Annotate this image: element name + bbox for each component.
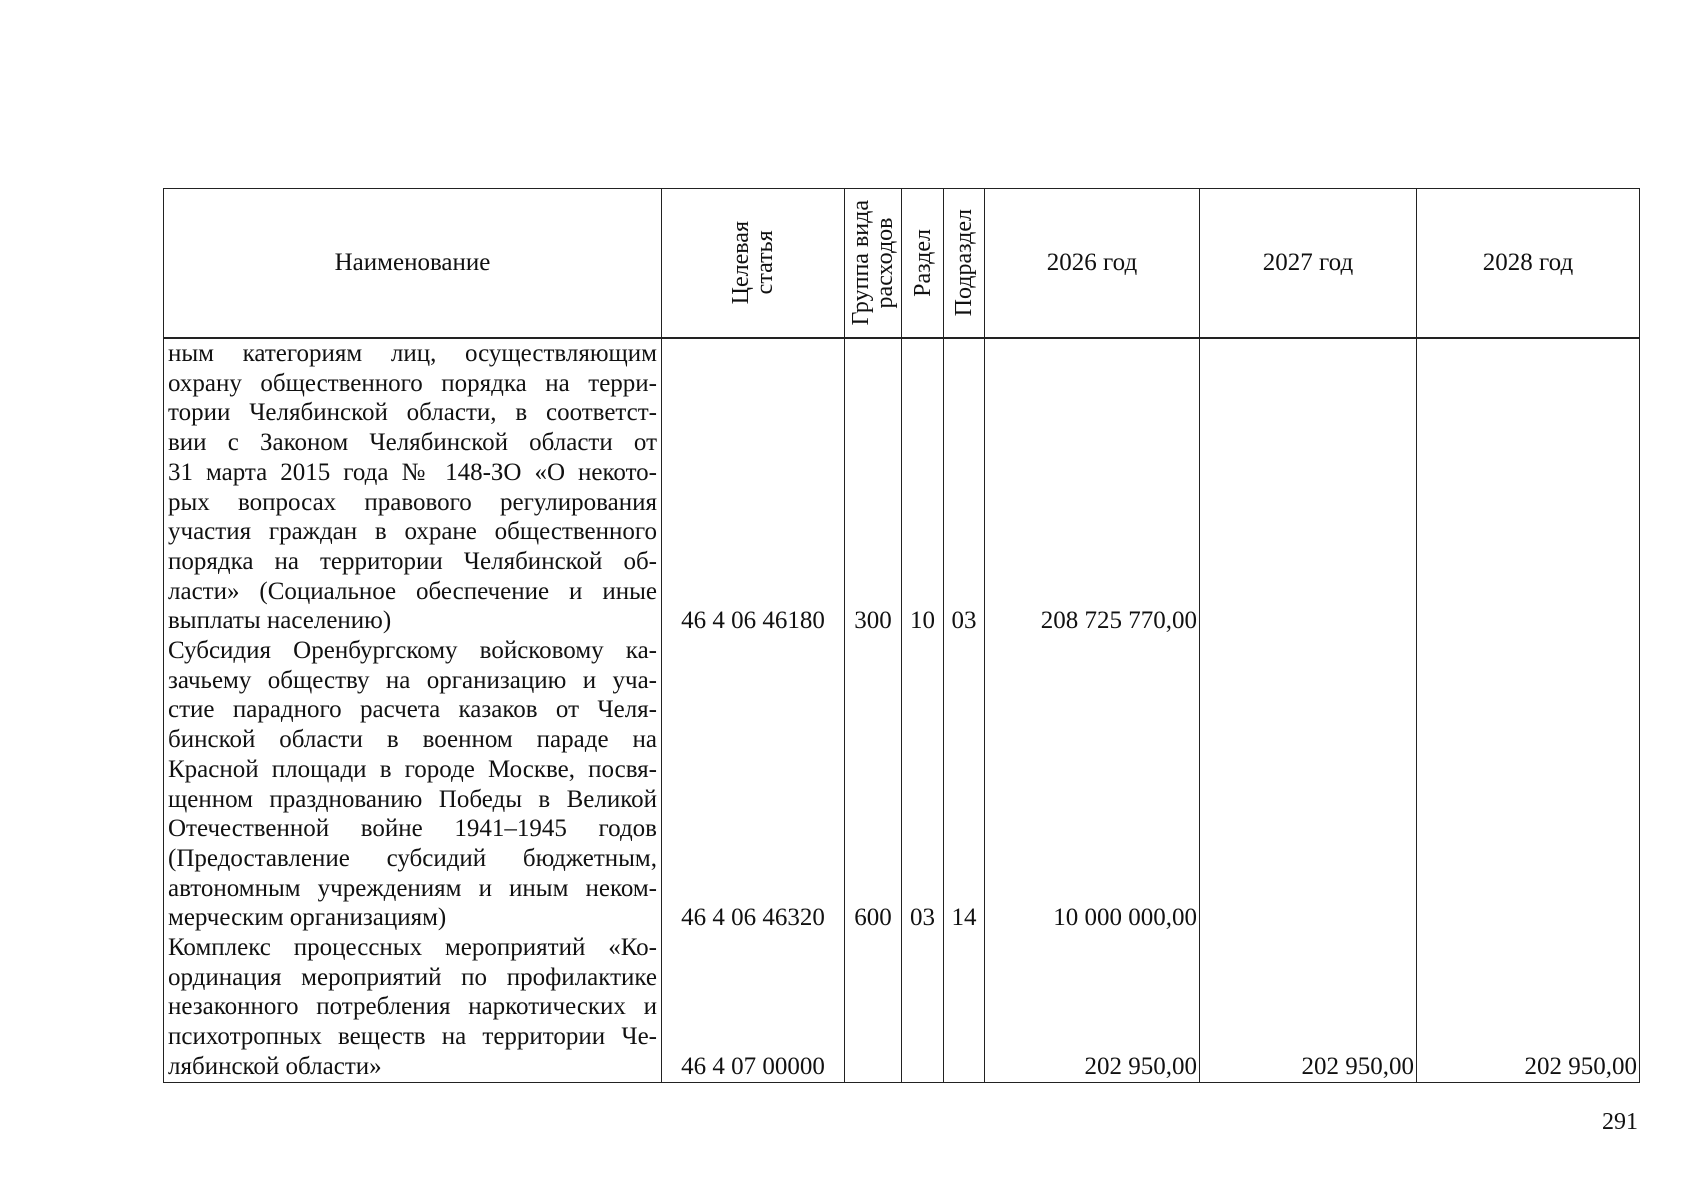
row-expense-group: 600 bbox=[845, 636, 902, 933]
row-section: 03 bbox=[902, 636, 944, 933]
row-amount-2028 bbox=[1417, 338, 1640, 636]
row-name-line: 31 марта 2015 года № 148-ЗО «О некото- bbox=[168, 458, 657, 486]
row-name-line: мерческим организациям) bbox=[168, 904, 447, 932]
row-name-line: Субсидия Оренбургскому войсковому ка- bbox=[168, 637, 657, 665]
row-name-line: стие парадного расчета казаков от Челя- bbox=[168, 696, 657, 724]
row-target-article: 46 4 06 46180 bbox=[662, 338, 845, 636]
header-section-text: Раздел bbox=[909, 229, 936, 297]
row-target-article: 46 4 06 46320 bbox=[662, 636, 845, 933]
row-subsection bbox=[944, 933, 985, 1082]
row-expense-group bbox=[845, 933, 902, 1082]
table-header-row bbox=[164, 189, 1640, 339]
row-amount-2026: 208 725 770,00 bbox=[985, 338, 1200, 636]
row-amount-2027: 202 950,00 bbox=[1200, 933, 1417, 1082]
row-name-line: лябинской области» bbox=[168, 1052, 382, 1080]
budget-table bbox=[163, 188, 1640, 1083]
header-year-2028: 2028 год bbox=[1417, 189, 1640, 339]
row-subsection: 14 bbox=[944, 636, 985, 933]
row-name-line: щенном празднованию Победы в Великой bbox=[168, 785, 657, 813]
row-name-line: бинской области в военном параде на bbox=[168, 726, 657, 754]
header-expense-group-text: Группа вида расходов bbox=[848, 200, 898, 326]
header-target-article-text: Целевая статья bbox=[728, 221, 778, 305]
row-amount-2027 bbox=[1200, 636, 1417, 933]
row-section: 10 bbox=[902, 338, 944, 636]
row-name-cell bbox=[164, 338, 662, 636]
row-name-line: ординация мероприятий по профилактике bbox=[168, 963, 657, 991]
table-row bbox=[164, 933, 1640, 1082]
row-subsection: 03 bbox=[944, 338, 985, 636]
row-name-line: Отечественной войне 1941–1945 годов bbox=[168, 815, 657, 843]
row-name-line: Комплекс процессных мероприятий «Ко- bbox=[168, 934, 657, 962]
table-body bbox=[164, 338, 1640, 1082]
row-name-line: психотропных веществ на территории Че- bbox=[168, 1023, 657, 1051]
row-name-line: Красной площади в городе Москве, посвя- bbox=[168, 755, 657, 783]
row-name-cell bbox=[164, 933, 662, 1082]
row-name-line: порядка на территории Челябинской об- bbox=[168, 547, 657, 575]
row-amount-2027 bbox=[1200, 338, 1417, 636]
header-target-article bbox=[662, 189, 845, 339]
page-number: 291 bbox=[1602, 1109, 1638, 1135]
row-name-line: автономным учреждениям и иным неком- bbox=[168, 874, 657, 902]
row-name-line: выплаты населению) bbox=[168, 607, 392, 635]
row-target-article: 46 4 07 00000 bbox=[662, 933, 845, 1082]
row-name-line: тории Челябинской области, в соответст- bbox=[168, 399, 657, 427]
row-name-line: зачьему обществу на организацию и уча- bbox=[168, 666, 657, 694]
row-section bbox=[902, 933, 944, 1082]
header-subsection-text: Подраздел bbox=[951, 209, 977, 317]
row-name-line: вии с Законом Челябинской области от bbox=[168, 429, 657, 457]
row-name-line: рых вопросах правового регулирования bbox=[168, 488, 657, 516]
table-row bbox=[164, 338, 1640, 636]
row-name-line: ласти» (Социальное обеспечение и иные bbox=[168, 577, 657, 605]
header-subsection bbox=[944, 189, 985, 339]
header-name: Наименование bbox=[164, 189, 662, 339]
header-year-2027: 2027 год bbox=[1200, 189, 1417, 339]
table-row bbox=[164, 636, 1640, 933]
row-name-cell bbox=[164, 636, 662, 933]
row-name-line: участия граждан в охране общественного bbox=[168, 518, 657, 546]
row-amount-2028 bbox=[1417, 636, 1640, 933]
header-expense-group bbox=[845, 189, 902, 339]
row-name-line: охрану общественного порядка на терри- bbox=[168, 369, 657, 397]
header-year-2026: 2026 год bbox=[985, 189, 1200, 339]
row-name-line: незаконного потребления наркотических и bbox=[168, 993, 657, 1021]
row-name-line: ным категориям лиц, осуществляющим bbox=[168, 340, 657, 367]
row-name-line: (Предоставление субсидий бюджетным, bbox=[168, 844, 657, 872]
row-amount-2028: 202 950,00 bbox=[1417, 933, 1640, 1082]
row-amount-2026: 10 000 000,00 bbox=[985, 636, 1200, 933]
row-expense-group: 300 bbox=[845, 338, 902, 636]
header-section bbox=[902, 189, 944, 339]
row-amount-2026: 202 950,00 bbox=[985, 933, 1200, 1082]
